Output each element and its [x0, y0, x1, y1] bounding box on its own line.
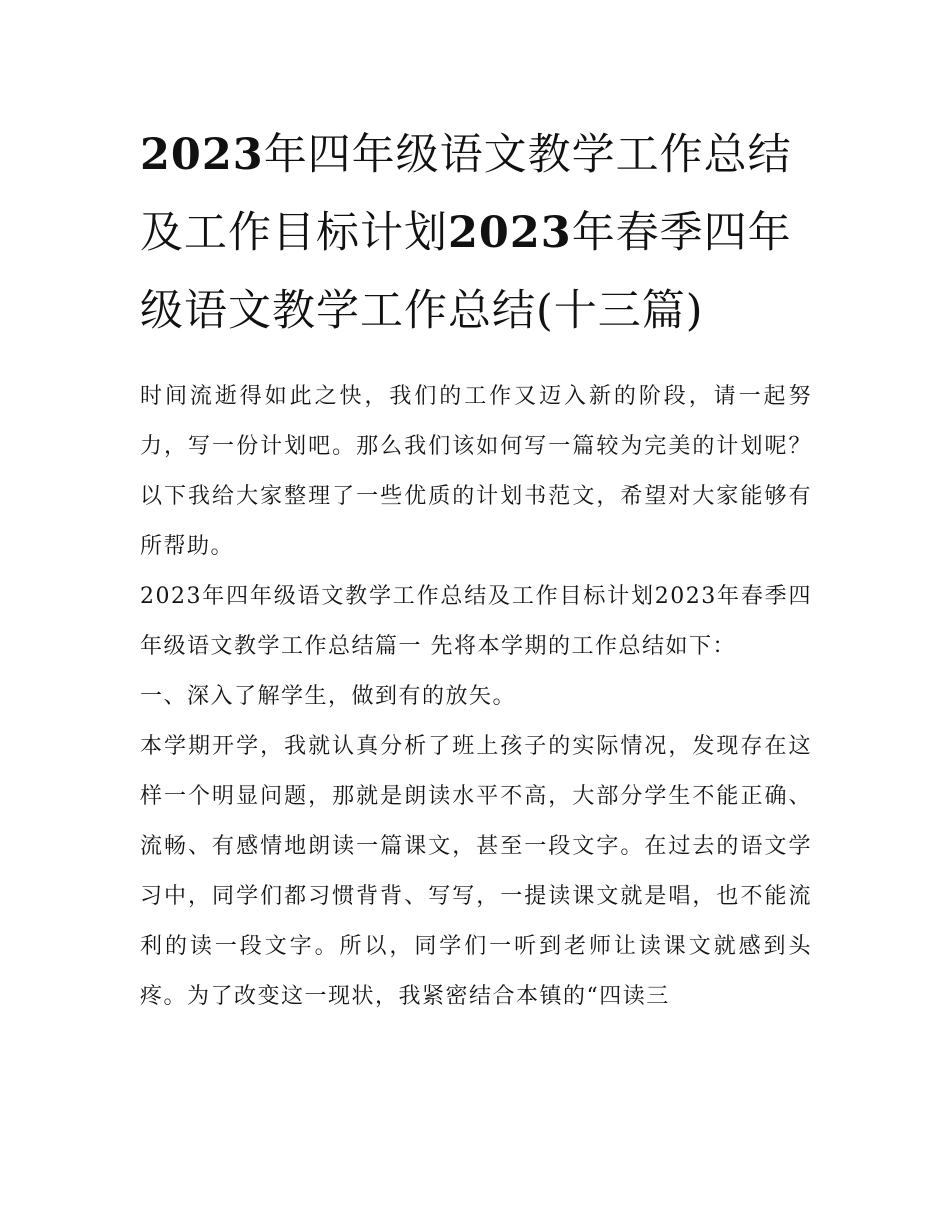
title-text-1: 年四年级语文教学工作总结及工作目标计划: [140, 130, 792, 258]
subheading-paragraph: 一、深入了解学生，做到有的放矢。: [140, 684, 517, 709]
intro-paragraph: 时间流逝得如此之快，我们的工作又迈入新的阶段，请一起努力，写一份计划吧。那么我们该如何写一篇较为完美的计划呢？以下我给大家整理了一些优质的计划书范文，希望对大家能够有所帮助。: [140, 384, 812, 559]
title-text-2: 年春季四年级语文教学工作总结(十三篇): [140, 208, 792, 336]
document-title: [140, 116, 812, 350]
body-paragraph: 本学期开学，我就认真分析了班上孩子的实际情况，发现存在这样一个明显问题，那就是朗读水平不高，大部分学生不能正确、流畅、有感情地朗读一篇课文，甚至一段文字。在过去的语文学习中，同学们都习惯背背、写写，一提读课文就是唱，也不能流利的读一段文字。所以，同学们一听到老师让读课文就感到头疼。为了改变这一现状，我紧密结合本镇的“四读三: [140, 734, 812, 1009]
title-year-1: 2023: [140, 130, 264, 180]
title-year-2: 2023: [448, 208, 572, 258]
document-page: [140, 116, 812, 1022]
section-heading-paragraph: 2023年四年级语文教学工作总结及工作目标计划2023年春季四年级语文教学工作总结篇一 先将本学期的工作总结如下：: [140, 584, 812, 659]
